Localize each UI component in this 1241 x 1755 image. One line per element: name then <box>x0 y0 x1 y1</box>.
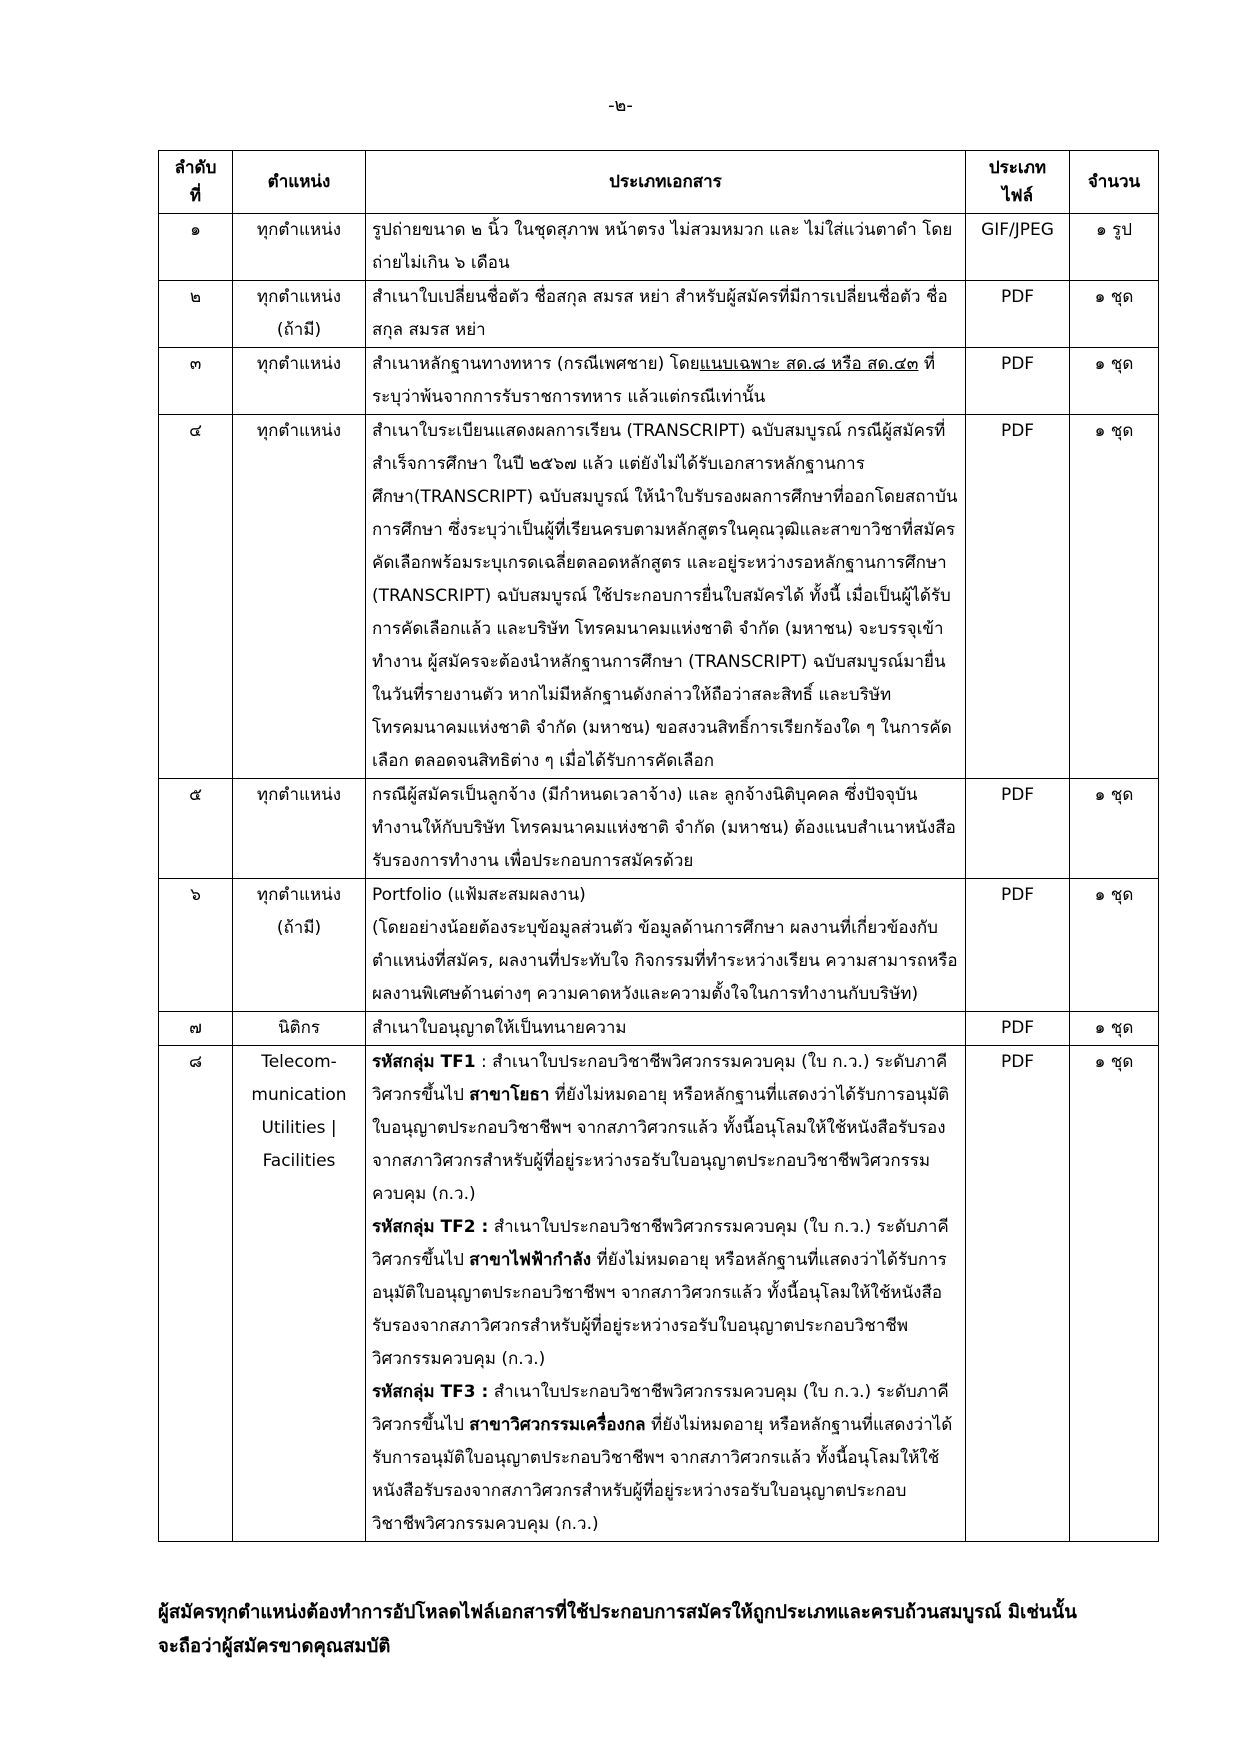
row-no: ๑ <box>159 214 233 281</box>
table-row <box>159 415 1159 779</box>
row-no: ๕ <box>159 779 233 879</box>
row-description: สำเนาใบระเบียนแสดงผลการเรียน (TRANSCRIPT) ฉบับสมบูรณ์ กรณีผู้สมัครที่สำเร็จการศึกษา ในปี ๒๕๖๗ แล้ว แต่ยังไม่ได้รับเอกสารหลักฐานการศึกษา(TRANSCRIPT) ฉบับสมบูรณ์ ให้นำใบรับรองผลการศึกษาที่ออกโดยสถาบันการศึกษา ซึ่งระบุว่าเป็นผู้ที่เรียนครบตามหลักสูตรในคุณวุฒิและสาขาวิชาที่สมัครคัดเลือกพร้อมระบุเกรดเฉลี่ยตลอดหลักสูตร และอยู่ระหว่างรอหลักฐานการศึกษา (TRANSCRIPT) ฉบับสมบูรณ์ ใช้ประกอบการยื่นใบสมัครได้ ทั้งนี้ เมื่อเป็นผู้ได้รับการคัดเลือกแล้ว และบริษัท โทรคมนาคมแห่งชาติ จำกัด (มหาชน) จะบรรจุเข้าทำงาน ผู้สมัครจะต้องนำหลักฐานการศึกษา (TRANSCRIPT) ฉบับสมบูรณ์มายื่นในวันที่รายงานตัว หากไม่มีหลักฐานดังกล่าวให้ถือว่าสละสิทธิ์ และบริษัท โทรคมนาคมแห่งชาติ จำกัด (มหาชน) ขอสงวนสิทธิ์การเรียกร้องใด ๆ ในการคัดเลือก ตลอดจนสิทธิต่าง ๆ เมื่อได้รับการคัดเลือก <box>366 415 966 779</box>
row-position: ทุกตำแหน่ง (ถ้ามี) <box>233 281 366 348</box>
row-file-type: PDF <box>966 348 1070 415</box>
row-position: Telecom- munication Utilities | Facilities <box>233 1046 366 1542</box>
row-description <box>366 879 966 1012</box>
row-position: ทุกตำแหน่ง (ถ้ามี) <box>233 879 366 1012</box>
row-file-type: PDF <box>966 1046 1070 1542</box>
military-doc-text-end: ที่ระบุว่าพ้นจากการรับราชการทหาร แล้วแต่กรณีเท่านั้น <box>372 354 936 407</box>
group-tf2-code: รหัสกลุ่ม TF2 : <box>372 1217 489 1237</box>
header-position: ตำแหน่ง <box>233 151 366 214</box>
row-description <box>366 348 966 415</box>
group-tf1-branch: สาขาโยธา <box>469 1085 550 1105</box>
row-position: ทุกตำแหน่ง <box>233 779 366 879</box>
document-table <box>158 150 1159 1542</box>
row-position: ทุกตำแหน่ง <box>233 348 366 415</box>
row-no: ๔ <box>159 415 233 779</box>
header-doc-type: ประเภทเอกสาร <box>366 151 966 214</box>
row-quantity: ๑ ชุด <box>1070 779 1159 879</box>
military-doc-text: สำเนาหลักฐานทางทหาร (กรณีเพศชาย) โดย <box>372 354 700 374</box>
header-no: ลำดับ ที่ <box>159 151 233 214</box>
footer-note <box>158 1596 1158 1664</box>
group-tf3-branch: สาขาวิศวกรรมเครื่องกล <box>469 1415 646 1435</box>
portfolio-detail: (โดยอย่างน้อยต้องระบุข้อมูลส่วนตัว ข้อมูลด้านการศึกษา ผลงานที่เกี่ยวข้องกับตำแหน่งที่สมัคร, ผลงานที่ประทับใจ กิจกรรมที่ทำระหว่างเรียน ความสามารถหรือผลงานพิเศษด้านต่างๆ ความคาดหวังและความตั้งใจในการทำงานกับบริษัท) <box>372 918 958 1004</box>
table-header-row <box>159 151 1159 214</box>
footer-line-1: ผู้สมัครทุกตำแหน่งต้องทำการอัปโหลดไฟล์เอกสารที่ใช้ประกอบการสมัครให้ถูกประเภทและครบถ้วนสมบูรณ์ มิเช่นนั้น <box>158 1602 1077 1623</box>
table-row <box>159 779 1159 879</box>
row-file-type: PDF <box>966 415 1070 779</box>
group-tf3-text-end: ที่ยังไม่หมดอายุ หรือหลักฐานที่แสดงว่าได้รับการอนุมัติใบอนุญาตประกอบวิชาชีพฯ จากสภาวิศวกรแล้ว ทั้งนี้อนุโลมให้ใช้หนังสือรับรองจากสภาวิศวกรสำหรับผู้ที่อยู่ระหว่างรอรับใบอนุญาตประกอบวิชาชีพวิศวกรรมควบคุม (ก.ว.) <box>372 1415 953 1534</box>
table-row <box>159 214 1159 281</box>
row-quantity: ๑ ชุด <box>1070 1012 1159 1046</box>
row-quantity: ๑ ชุด <box>1070 348 1159 415</box>
row-file-type: PDF <box>966 1012 1070 1046</box>
header-file-type: ประเภท ไฟล์ <box>966 151 1070 214</box>
row-quantity: ๑ ชุด <box>1070 415 1159 779</box>
group-tf3-code: รหัสกลุ่ม TF3 : <box>372 1382 489 1402</box>
row-quantity: ๑ รูป <box>1070 214 1159 281</box>
page-number: -๒- <box>608 95 633 116</box>
header-quantity: จำนวน <box>1070 151 1159 214</box>
portfolio-title: Portfolio (แฟ้มสะสมผลงาน) <box>372 885 586 905</box>
group-tf3 <box>372 1376 959 1541</box>
row-no: ๗ <box>159 1012 233 1046</box>
table-row <box>159 348 1159 415</box>
row-position: ทุกตำแหน่ง <box>233 214 366 281</box>
row-file-type: GIF/JPEG <box>966 214 1070 281</box>
row-no: ๘ <box>159 1046 233 1542</box>
row-description: รูปถ่ายขนาด ๒ นิ้ว ในชุดสุภาพ หน้าตรง ไม่สวมหมวก และ ไม่ใส่แว่นตาดำ โดยถ่ายไม่เกิน ๖ เดือน <box>366 214 966 281</box>
table-row <box>159 1046 1159 1542</box>
table-row <box>159 879 1159 1012</box>
military-doc-underlined: แนบเฉพาะ สด.๘ หรือ สด.๔๓ <box>699 354 919 374</box>
row-quantity: ๑ ชุด <box>1070 879 1159 1012</box>
row-description: กรณีผู้สมัครเป็นลูกจ้าง (มีกำหนดเวลาจ้าง) และ ลูกจ้างนิติบุคคล ซึ่งปัจจุบันทำงานให้กับบริษัท โทรคมนาคมแห่งชาติ จำกัด (มหาชน) ต้องแนบสำเนาหนังสือรับรองการทำงาน เพื่อประกอบการสมัครด้วย <box>366 779 966 879</box>
group-tf1-code: รหัสกลุ่ม TF1 <box>372 1052 476 1072</box>
row-file-type: PDF <box>966 281 1070 348</box>
row-position: นิติกร <box>233 1012 366 1046</box>
row-description: สำเนาใบเปลี่ยนชื่อตัว ชื่อสกุล สมรส หย่า สำหรับผู้สมัครที่มีการเปลี่ยนชื่อตัว ชื่อสกุล สมรส หย่า <box>366 281 966 348</box>
row-position: ทุกตำแหน่ง <box>233 415 366 779</box>
group-tf1 <box>372 1046 959 1211</box>
group-tf2-text: สำเนาใบประกอบวิชาชีพวิศวกรรมควบคุม (ใบ ก.ว.) ระดับภาคีวิศวกรขึ้นไป <box>372 1217 949 1270</box>
row-no: ๖ <box>159 879 233 1012</box>
group-tf2 <box>372 1211 959 1376</box>
row-quantity: ๑ ชุด <box>1070 1046 1159 1542</box>
row-file-type: PDF <box>966 779 1070 879</box>
row-no: ๒ <box>159 281 233 348</box>
table-row <box>159 1012 1159 1046</box>
row-description <box>366 1046 966 1542</box>
row-file-type: PDF <box>966 879 1070 1012</box>
row-quantity: ๑ ชุด <box>1070 281 1159 348</box>
group-tf1-text: : สำเนาใบประกอบวิชาชีพวิศวกรรมควบคุม (ใบ ก.ว.) ระดับภาคีวิศวกรขึ้นไป <box>372 1052 948 1105</box>
group-tf2-branch: สาขาไฟฟ้ากำลัง <box>469 1250 592 1270</box>
group-tf2-text-end: ที่ยังไม่หมดอายุ หรือหลักฐานที่แสดงว่าได้รับการอนุมัติใบอนุญาตประกอบวิชาชีพฯ จากสภาวิศวกรแล้ว ทั้งนี้อนุโลมให้ใช้หนังสือรับรองจากสภาวิศวกรสำหรับผู้ที่อยู่ระหว่างรอรับใบอนุญาตประกอบวิชาชีพวิศวกรรมควบคุม (ก.ว.) <box>372 1250 947 1369</box>
row-description: สำเนาใบอนุญาตให้เป็นทนายความ <box>366 1012 966 1046</box>
group-tf1-text-end: ที่ยังไม่หมดอายุ หรือหลักฐานที่แสดงว่าได้รับการอนุมัติใบอนุญาตประกอบวิชาชีพฯ จากสภาวิศวกรแล้ว ทั้งนี้อนุโลมให้ใช้หนังสือรับรองจากสภาวิศวกรสำหรับผู้ที่อยู่ระหว่างรอรับใบอนุญาตประกอบวิชาชีพวิศวกรรมควบคุม (ก.ว.) <box>372 1085 950 1204</box>
group-tf3-text: สำเนาใบประกอบวิชาชีพวิศวกรรมควบคุม (ใบ ก.ว.) ระดับภาคีวิศวกรขึ้นไป <box>372 1382 949 1435</box>
row-no: ๓ <box>159 348 233 415</box>
footer-line-2: จะถือว่าผู้สมัครขาดคุณสมบัติ <box>158 1636 391 1657</box>
table-row <box>159 281 1159 348</box>
